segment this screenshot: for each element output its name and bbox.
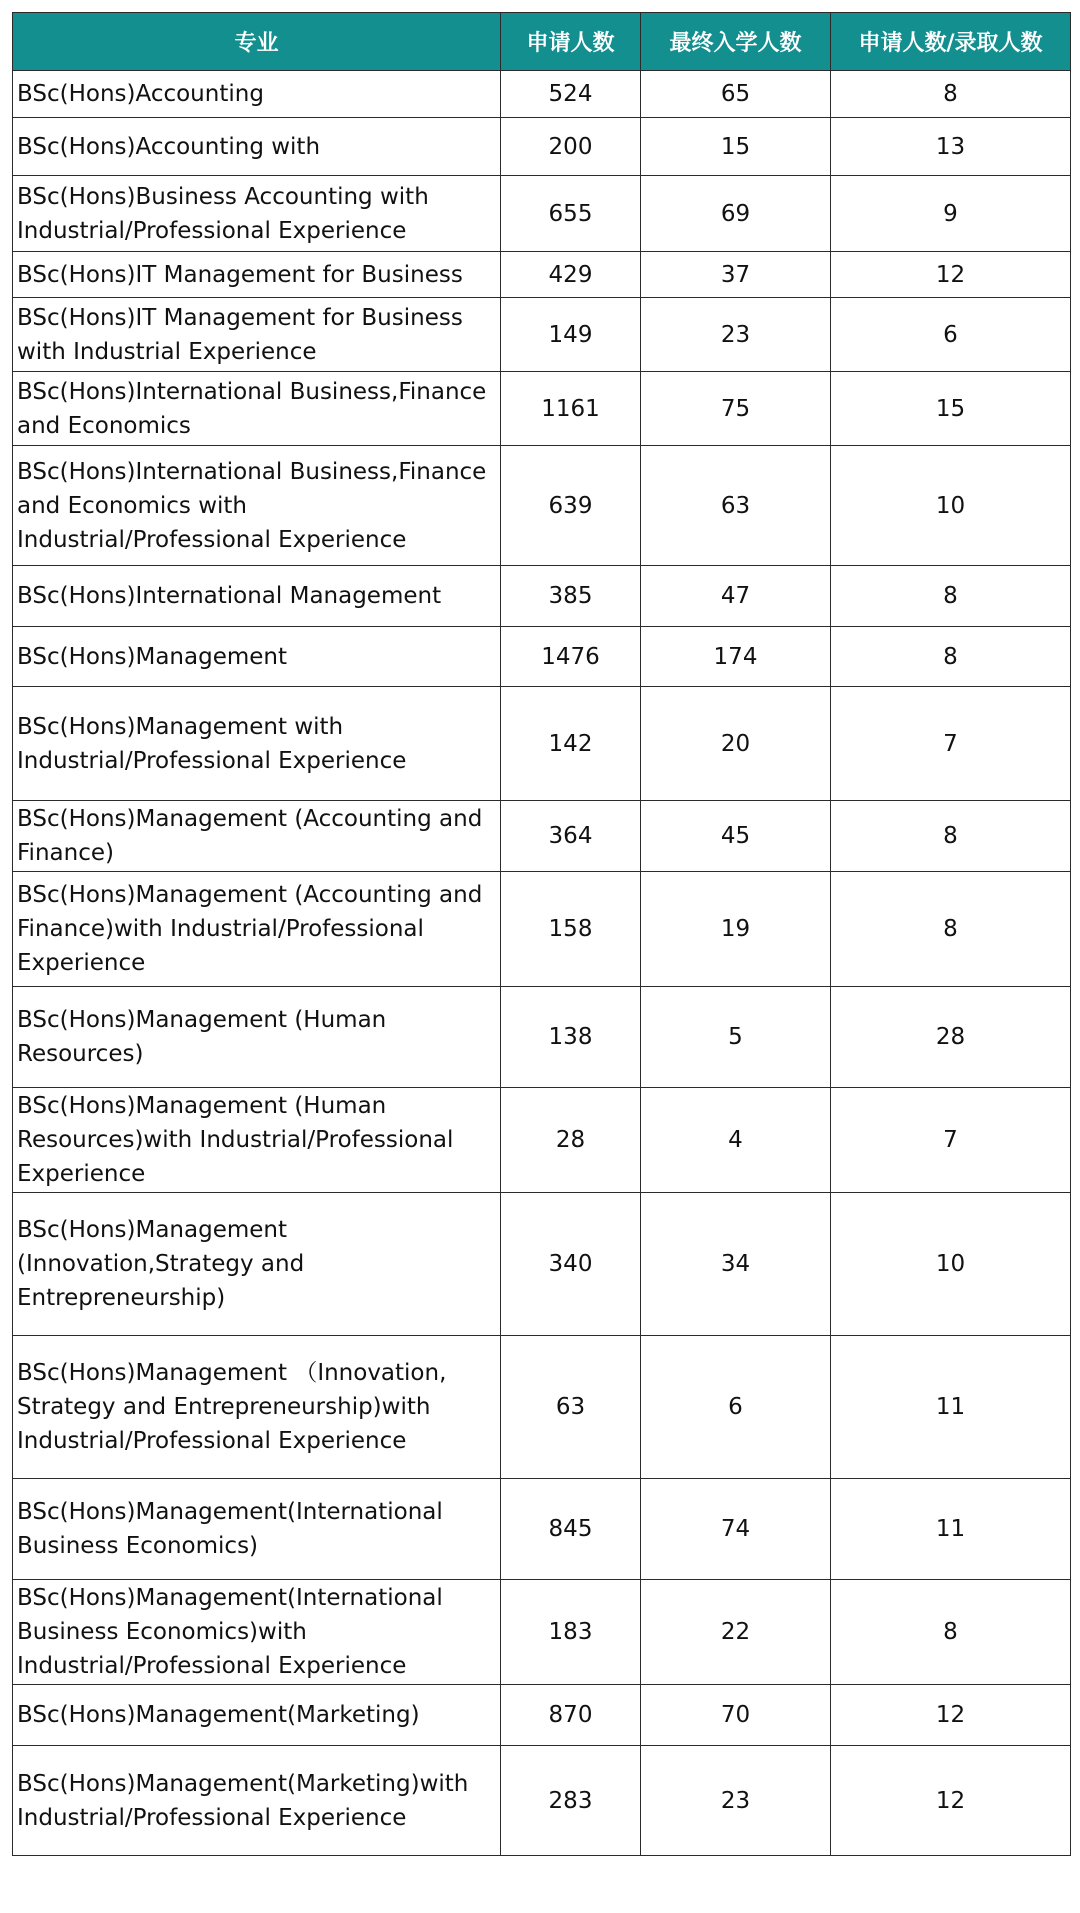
table-row bbox=[13, 1580, 1071, 1685]
major-cell: BSc(Hons)International Business,Finance and Economics bbox=[13, 372, 501, 446]
applicants-cell: 639 bbox=[501, 446, 641, 566]
table-row bbox=[13, 872, 1071, 987]
ratio-cell: 12 bbox=[831, 1685, 1071, 1746]
table-row bbox=[13, 118, 1071, 176]
enrolled-cell: 75 bbox=[641, 372, 831, 446]
ratio-cell: 11 bbox=[831, 1479, 1071, 1580]
applicants-cell: 158 bbox=[501, 872, 641, 987]
table-row bbox=[13, 1088, 1071, 1193]
table-row bbox=[13, 176, 1071, 252]
enrolled-cell: 174 bbox=[641, 627, 831, 687]
major-cell: BSc(Hons)Management(Marketing)with Industrial/Professional Experience bbox=[13, 1746, 501, 1856]
major-cell: BSc(Hons)Management(International Business Economics) bbox=[13, 1479, 501, 1580]
applicants-cell: 200 bbox=[501, 118, 641, 176]
applicants-cell: 283 bbox=[501, 1746, 641, 1856]
table-row bbox=[13, 687, 1071, 801]
table-row bbox=[13, 1685, 1071, 1746]
ratio-cell: 8 bbox=[831, 566, 1071, 627]
enrolled-cell: 20 bbox=[641, 687, 831, 801]
ratio-cell: 8 bbox=[831, 801, 1071, 872]
applicants-cell: 385 bbox=[501, 566, 641, 627]
header-row bbox=[13, 13, 1071, 71]
table-row bbox=[13, 566, 1071, 627]
applicants-cell: 149 bbox=[501, 298, 641, 372]
ratio-cell: 10 bbox=[831, 446, 1071, 566]
major-cell: BSc(Hons)International Management bbox=[13, 566, 501, 627]
ratio-cell: 7 bbox=[831, 687, 1071, 801]
enrolled-cell: 19 bbox=[641, 872, 831, 987]
applicants-cell: 142 bbox=[501, 687, 641, 801]
enrolled-cell: 23 bbox=[641, 298, 831, 372]
enrolled-cell: 34 bbox=[641, 1193, 831, 1336]
major-cell: BSc(Hons)IT Management for Business with Industrial Experience bbox=[13, 298, 501, 372]
ratio-cell: 13 bbox=[831, 118, 1071, 176]
major-cell: BSc(Hons)Management (Innovation,Strategy and Entrepreneurship) bbox=[13, 1193, 501, 1336]
applicants-cell: 138 bbox=[501, 987, 641, 1088]
major-cell: BSc(Hons)Management (Accounting and Finance) bbox=[13, 801, 501, 872]
major-cell: BSc(Hons)Management (Human Resources)with Industrial/Professional Experience bbox=[13, 1088, 501, 1193]
major-cell: BSc(Hons)Management with Industrial/Professional Experience bbox=[13, 687, 501, 801]
major-cell: BSc(Hons)Management bbox=[13, 627, 501, 687]
enrolled-cell: 74 bbox=[641, 1479, 831, 1580]
ratio-cell: 8 bbox=[831, 627, 1071, 687]
ratio-cell: 12 bbox=[831, 1746, 1071, 1856]
table-row bbox=[13, 627, 1071, 687]
enrolled-cell: 22 bbox=[641, 1580, 831, 1685]
table-row bbox=[13, 1193, 1071, 1336]
major-cell: BSc(Hons)Business Accounting with Industrial/Professional Experience bbox=[13, 176, 501, 252]
applicants-cell: 429 bbox=[501, 252, 641, 298]
ratio-cell: 12 bbox=[831, 252, 1071, 298]
admissions-table-container bbox=[12, 12, 1071, 1856]
ratio-cell: 28 bbox=[831, 987, 1071, 1088]
enrolled-cell: 6 bbox=[641, 1336, 831, 1479]
major-cell: BSc(Hons)Management (Human Resources) bbox=[13, 987, 501, 1088]
ratio-cell: 8 bbox=[831, 872, 1071, 987]
major-cell: BSc(Hons)International Business,Finance and Economics with Industrial/Professional Experience bbox=[13, 446, 501, 566]
applicants-cell: 845 bbox=[501, 1479, 641, 1580]
enrolled-cell: 47 bbox=[641, 566, 831, 627]
table-row bbox=[13, 372, 1071, 446]
major-cell: BSc(Hons)Accounting bbox=[13, 71, 501, 118]
applicants-cell: 1476 bbox=[501, 627, 641, 687]
applicants-cell: 655 bbox=[501, 176, 641, 252]
table-row bbox=[13, 1336, 1071, 1479]
enrolled-cell: 69 bbox=[641, 176, 831, 252]
applicants-cell: 28 bbox=[501, 1088, 641, 1193]
admissions-table bbox=[12, 12, 1071, 1856]
ratio-cell: 15 bbox=[831, 372, 1071, 446]
enrolled-cell: 63 bbox=[641, 446, 831, 566]
table-row bbox=[13, 298, 1071, 372]
major-cell: BSc(Hons)Accounting with bbox=[13, 118, 501, 176]
major-cell: BSc(Hons)Management (Accounting and Finance)with Industrial/Professional Experience bbox=[13, 872, 501, 987]
enrolled-cell: 45 bbox=[641, 801, 831, 872]
ratio-cell: 6 bbox=[831, 298, 1071, 372]
ratio-cell: 10 bbox=[831, 1193, 1071, 1336]
enrolled-cell: 37 bbox=[641, 252, 831, 298]
enrolled-cell: 5 bbox=[641, 987, 831, 1088]
header-major: 专业 bbox=[13, 13, 501, 71]
applicants-cell: 364 bbox=[501, 801, 641, 872]
ratio-cell: 11 bbox=[831, 1336, 1071, 1479]
major-cell: BSc(Hons)IT Management for Business bbox=[13, 252, 501, 298]
applicants-cell: 870 bbox=[501, 1685, 641, 1746]
header-enrolled: 最终入学人数 bbox=[641, 13, 831, 71]
major-cell: BSc(Hons)Management(Marketing) bbox=[13, 1685, 501, 1746]
applicants-cell: 183 bbox=[501, 1580, 641, 1685]
applicants-cell: 1161 bbox=[501, 372, 641, 446]
applicants-cell: 524 bbox=[501, 71, 641, 118]
major-cell: BSc(Hons)Management （Innovation, Strategy and Entrepreneurship)with Industrial/Professional Experience bbox=[13, 1336, 501, 1479]
table-row bbox=[13, 801, 1071, 872]
table-row bbox=[13, 1746, 1071, 1856]
enrolled-cell: 23 bbox=[641, 1746, 831, 1856]
header-applicants: 申请人数 bbox=[501, 13, 641, 71]
ratio-cell: 8 bbox=[831, 71, 1071, 118]
enrolled-cell: 4 bbox=[641, 1088, 831, 1193]
applicants-cell: 340 bbox=[501, 1193, 641, 1336]
enrolled-cell: 70 bbox=[641, 1685, 831, 1746]
major-cell: BSc(Hons)Management(International Business Economics)with Industrial/Professional Experience bbox=[13, 1580, 501, 1685]
table-row bbox=[13, 71, 1071, 118]
applicants-cell: 63 bbox=[501, 1336, 641, 1479]
enrolled-cell: 15 bbox=[641, 118, 831, 176]
table-row bbox=[13, 446, 1071, 566]
ratio-cell: 8 bbox=[831, 1580, 1071, 1685]
table-row bbox=[13, 1479, 1071, 1580]
table-row bbox=[13, 252, 1071, 298]
table-row bbox=[13, 987, 1071, 1088]
header-ratio: 申请人数/录取人数 bbox=[831, 13, 1071, 71]
ratio-cell: 7 bbox=[831, 1088, 1071, 1193]
enrolled-cell: 65 bbox=[641, 71, 831, 118]
ratio-cell: 9 bbox=[831, 176, 1071, 252]
